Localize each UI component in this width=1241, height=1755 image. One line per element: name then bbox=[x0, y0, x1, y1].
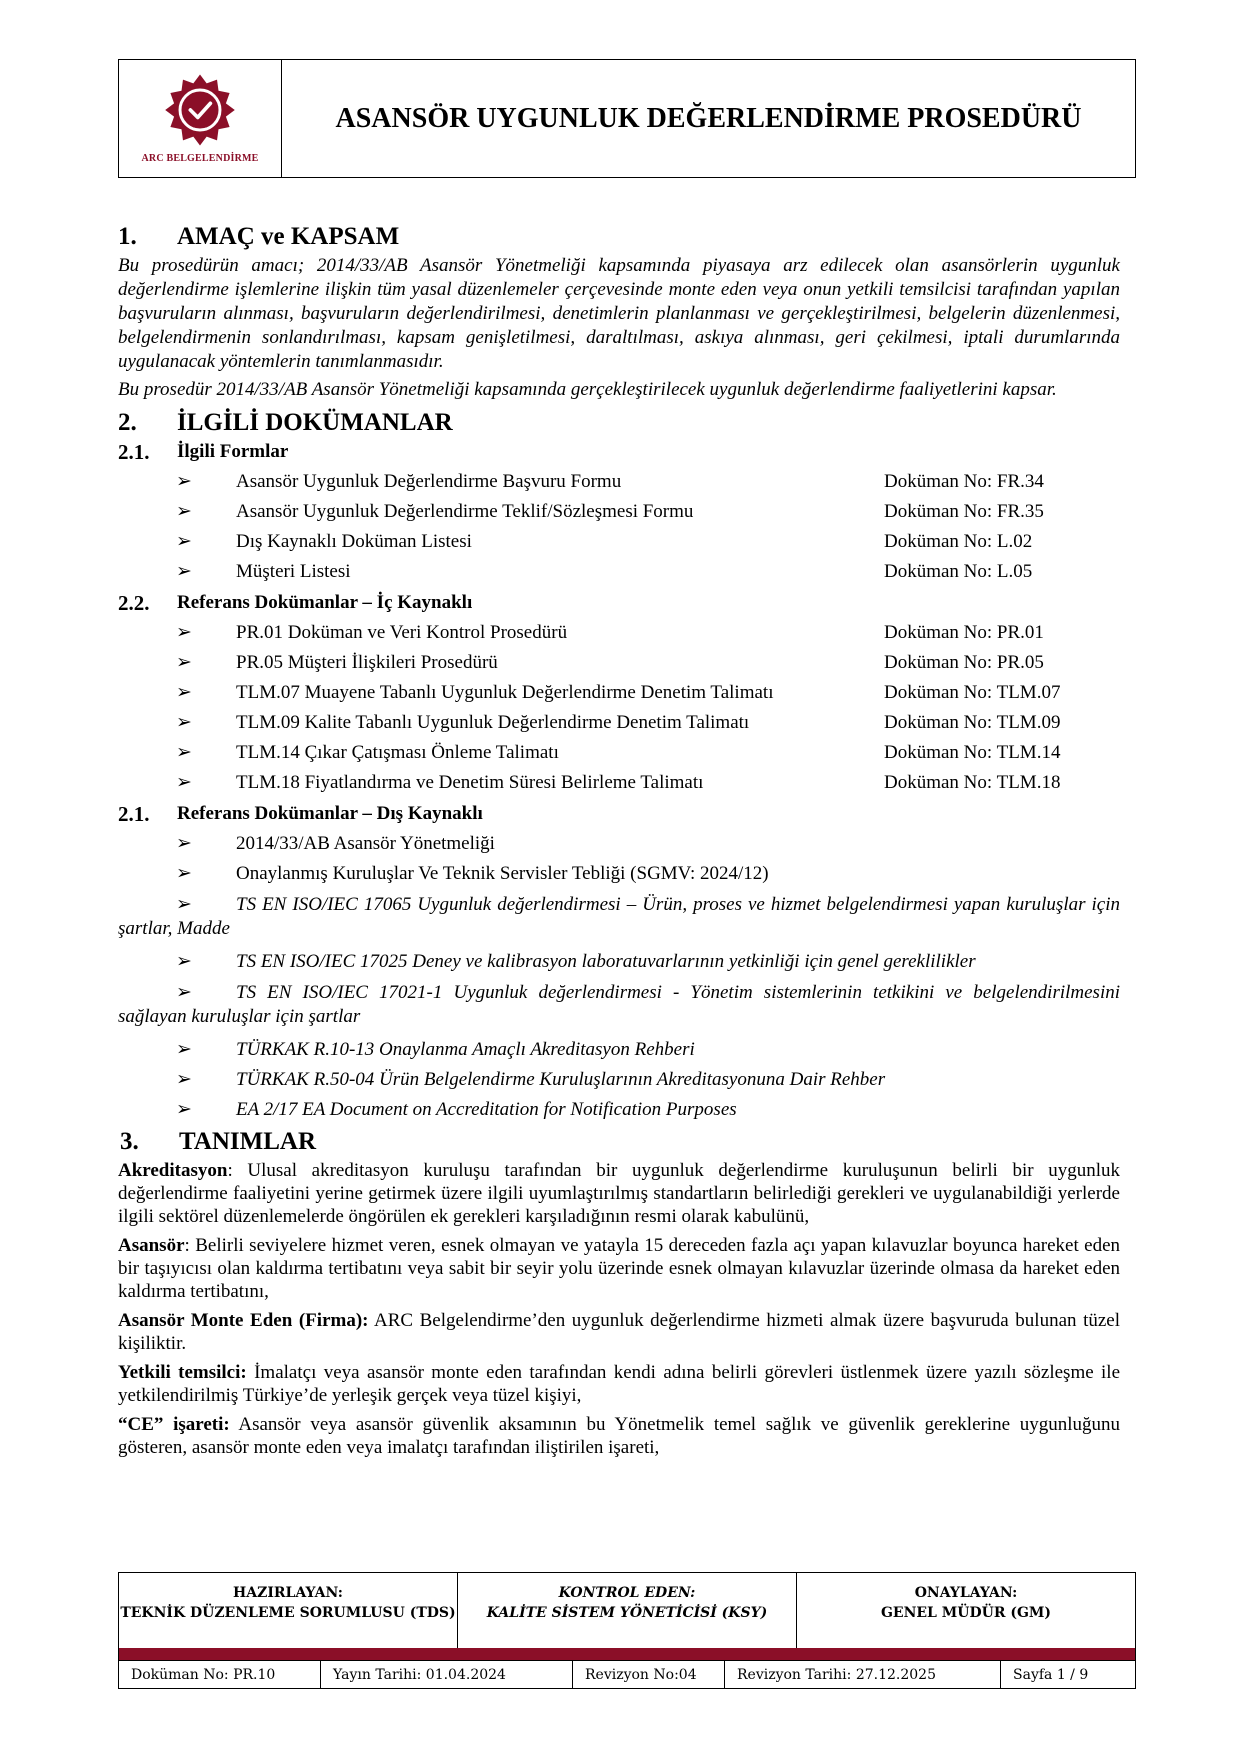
arrow-bullet-icon: ➢ bbox=[176, 742, 192, 763]
list-item bbox=[118, 829, 1120, 859]
approved-by: GENEL MÜDÜR (GM) bbox=[880, 1605, 1052, 1621]
list-item bbox=[118, 981, 1120, 1029]
list-item bbox=[118, 859, 1120, 889]
item-title: PR.05 Müşteri İlişkileri Prosedürü bbox=[236, 652, 498, 673]
subsection-title: İlgili Formlar bbox=[177, 441, 289, 462]
section-number: 2. bbox=[118, 409, 137, 436]
item-doc-no: Doküman No: TLM.07 bbox=[884, 682, 1061, 703]
list-item bbox=[118, 947, 1120, 977]
item-title: TLM.14 Çıkar Çatışması Önleme Talimatı bbox=[236, 742, 559, 763]
section-number: 1. bbox=[118, 223, 137, 250]
definition-text: Ulusal akreditasyon kuruluşu tarafından bir uygunluk değerlendirme kuruluşunun belirli bir uygunluk değerlendirme faaliyetini yerine getirmek üzere ilgili uyumlaştırılmış standartların belirlediği gerekleri ve uygulanabildiği yerlerde ilgili sektörel düzenlemelerde öngörülen ek gerekleri karşıladığının resmi olarak kabulünü, bbox=[118, 1160, 1120, 1227]
document-meta bbox=[119, 1660, 1135, 1689]
arrow-bullet-icon: ➢ bbox=[176, 1039, 192, 1060]
revision-number: Revizyon No:04 bbox=[573, 1661, 725, 1689]
item-title: EA 2/17 EA Document on Accreditation for Notification Purposes bbox=[236, 1099, 737, 1120]
document-body bbox=[118, 218, 1120, 1465]
arrow-bullet-icon: ➢ bbox=[176, 471, 192, 492]
arrow-bullet-icon: ➢ bbox=[176, 1099, 192, 1120]
subsection-title: Referans Dokümanlar – İç Kaynaklı bbox=[177, 592, 473, 613]
subsection-title: Referans Dokümanlar – Dış Kaynaklı bbox=[177, 803, 483, 824]
definition-text: ARC Belgelendirme’den uygunluk değerlendirme hizmeti almak üzere başvuruda bulunan tüzel kişiliktir. bbox=[118, 1310, 1120, 1354]
section-title: İLGİLİ DOKÜMANLAR bbox=[177, 409, 453, 436]
section-heading-purpose bbox=[118, 222, 1120, 252]
definition-item bbox=[118, 1159, 1120, 1228]
approved-label: ONAYLAYAN: bbox=[914, 1585, 1018, 1601]
definition-item bbox=[118, 1234, 1120, 1303]
item-title: Onaylanmış Kuruluşlar Ve Teknik Servisler Tebliği (SGMV: 2024/12) bbox=[236, 863, 769, 884]
arrow-bullet-icon: ➢ bbox=[176, 712, 192, 733]
subsection-number: 2.2. bbox=[118, 591, 150, 615]
item-title: TLM.07 Muayene Tabanlı Uygunluk Değerlendirme Denetim Talimatı bbox=[236, 682, 774, 703]
arrow-bullet-icon: ➢ bbox=[176, 682, 192, 703]
item-doc-no: Doküman No: TLM.09 bbox=[884, 712, 1061, 733]
list-item bbox=[118, 678, 1120, 708]
definition-term: Yetkili temsilci: bbox=[118, 1362, 247, 1383]
item-doc-no: Doküman No: PR.05 bbox=[884, 652, 1044, 673]
item-doc-no: Doküman No: FR.34 bbox=[884, 471, 1044, 492]
definition-item bbox=[118, 1413, 1120, 1459]
purpose-paragraph: Bu prosedürün amacı; 2014/33/AB Asansör Yönetmeliği kapsamında piyasaya arz edilecek olan asansörlerin uygunluk değerlendirme işlemlerine ilişkin tüm yasal düzenlemeler çerçevesinde monte eden veya onun yetkili temsilcisi tarafından yapılan başvuruların alınması, başvuruların değerlendirilmesi, denetimlerin planlanması ve gerçekleştirilmesi, belgelerin düzenlenmesi, belgelendirmenin sonlandırılması, kapsam genişletilmesi, daraltılması, askıya alınması, geri çekilmesi, iptali durumlarında uygulanacak yöntemlerin tanımlanmasıdır. bbox=[118, 255, 1120, 372]
list-item bbox=[118, 497, 1120, 527]
item-title: Asansör Uygunluk Değerlendirme Teklif/Sözleşmesi Formu bbox=[236, 501, 694, 522]
document-title: ASANSÖR UYGUNLUK DEĞERLENDİRME PROSEDÜRÜ bbox=[335, 102, 1082, 134]
definition-text: İmalatçı veya asansör monte eden tarafından kendi adına belirli görevleri üstlenmek üzere yazılı sözleşme ile yetkilendirilmiş Türkiye’de yerleşik gerçek veya tüzel kişiyi, bbox=[118, 1362, 1121, 1406]
item-title: Asansör Uygunluk Değerlendirme Başvuru Formu bbox=[236, 471, 622, 492]
item-title: TS EN ISO/IEC 17065 Uygunluk değerlendirmesi – Ürün, proses ve hizmet belgelendirmesi yapan kuruluşlar için şartlar, Madde bbox=[118, 894, 1120, 939]
definition-separator bbox=[247, 1362, 254, 1383]
prepared-label: HAZIRLAYAN: bbox=[233, 1585, 343, 1601]
signature-block bbox=[119, 1573, 1135, 1648]
section-heading-documents bbox=[118, 408, 1120, 438]
publish-date: Yayın Tarihi: 01.04.2024 bbox=[321, 1661, 573, 1689]
document-footer bbox=[118, 1572, 1136, 1689]
item-doc-no: Doküman No: FR.35 bbox=[884, 501, 1044, 522]
list-item bbox=[118, 648, 1120, 678]
seal-check-icon bbox=[163, 73, 237, 147]
list-item bbox=[118, 1065, 1120, 1095]
section-title: AMAÇ ve KAPSAM bbox=[177, 223, 400, 250]
arrow-bullet-icon: ➢ bbox=[176, 561, 192, 582]
arrow-bullet-icon: ➢ bbox=[176, 982, 192, 1003]
list-item bbox=[118, 557, 1120, 587]
arrow-bullet-icon: ➢ bbox=[176, 894, 192, 915]
item-title: TLM.09 Kalite Tabanlı Uygunluk Değerlendirme Denetim Talimatı bbox=[236, 712, 750, 733]
control-label: KONTROL EDEN: bbox=[558, 1585, 696, 1601]
definition-text: Asansör veya asansör güvenlik aksamının bu Yönetmelik temel sağlık ve güvenlik gereklerine uygunluğunu gösteren, asansör monte eden veya imalatçı tarafından iliştirilen işareti, bbox=[118, 1414, 1121, 1458]
arrow-bullet-icon: ➢ bbox=[176, 501, 192, 522]
revision-date: Revizyon Tarihi: 27.12.2025 bbox=[725, 1661, 1001, 1689]
subsection-heading-external-refs bbox=[118, 802, 1120, 826]
subsection-heading-internal-refs bbox=[118, 591, 1120, 615]
prepared-by: TEKNİK DÜZENLEME SORUMLUSU (TDS) bbox=[120, 1605, 456, 1621]
item-title: PR.01 Doküman ve Veri Kontrol Prosedürü bbox=[236, 622, 568, 643]
list-item bbox=[118, 893, 1120, 941]
arrow-bullet-icon: ➢ bbox=[176, 951, 192, 972]
item-title: TS EN ISO/IEC 17025 Deney ve kalibrasyon laboratuvarlarının yetkinliği için genel gereklilikler bbox=[236, 951, 976, 972]
doc-number: Doküman No: PR.10 bbox=[119, 1661, 321, 1689]
list-item bbox=[118, 1095, 1120, 1125]
approved-by-cell bbox=[797, 1573, 1135, 1648]
subsection-number: 2.1. bbox=[118, 440, 150, 464]
controlled-by-cell bbox=[458, 1573, 797, 1648]
item-doc-no: Doküman No: L.02 bbox=[884, 531, 1033, 552]
section-heading-definitions bbox=[118, 1127, 1120, 1157]
list-item bbox=[118, 527, 1120, 557]
subsection-number: 2.1. bbox=[118, 802, 150, 826]
list-item bbox=[118, 738, 1120, 768]
arrow-bullet-icon: ➢ bbox=[176, 863, 192, 884]
list-item bbox=[118, 618, 1120, 648]
definition-separator: : bbox=[227, 1160, 248, 1181]
scope-paragraph: Bu prosedür 2014/33/AB Asansör Yönetmeliği kapsamında gerçekleştirilecek uygunluk değerlendirme faaliyetlerini kapsar. bbox=[118, 379, 1057, 400]
definition-term: “CE” işareti: bbox=[118, 1414, 230, 1435]
brand-bar bbox=[119, 1648, 1135, 1660]
definition-term: Asansör bbox=[118, 1235, 185, 1256]
arrow-bullet-icon: ➢ bbox=[176, 772, 192, 793]
list-item bbox=[118, 467, 1120, 497]
item-title: TÜRKAK R.10-13 Onaylanma Amaçlı Akreditasyon Rehberi bbox=[236, 1039, 695, 1060]
arrow-bullet-icon: ➢ bbox=[176, 1069, 192, 1090]
control-by: KALİTE SİSTEM YÖNETİCİSİ (KSY) bbox=[486, 1605, 768, 1621]
definition-term: Asansör Monte Eden (Firma): bbox=[118, 1310, 369, 1331]
item-doc-no: Doküman No: TLM.18 bbox=[884, 772, 1061, 793]
item-title: TLM.18 Fiyatlandırma ve Denetim Süresi Belirleme Talimatı bbox=[236, 772, 704, 793]
definition-item bbox=[118, 1309, 1120, 1355]
item-doc-no: Doküman No: PR.01 bbox=[884, 622, 1044, 643]
definition-text: Belirli seviyelere hizmet veren, esnek olmayan ve yatayla 15 dereceden fazla açı yapan kılavuzlar boyunca hareket eden bir taşıyıcısı olan kaldırma tertibatını veya sabit bir seyir yolu üzerinde esnek olmayan kılavuzlar üzerinde olmasa da hareket eden kaldırma tertibatını, bbox=[118, 1235, 1120, 1302]
arrow-bullet-icon: ➢ bbox=[176, 652, 192, 673]
logo bbox=[119, 60, 282, 177]
arrow-bullet-icon: ➢ bbox=[176, 833, 192, 854]
logo-text: ARC BELGELENDİRME bbox=[141, 153, 259, 164]
page-number: Sayfa 1 / 9 bbox=[1013, 1667, 1089, 1683]
item-title: TS EN ISO/IEC 17021-1 Uygunluk değerlendirmesi - Yönetim sistemlerinin tetkikini ve belgelendirilmesini sağlayan kuruluşlar için şartlar bbox=[118, 982, 1120, 1027]
definition-item bbox=[118, 1361, 1120, 1407]
prepared-by-cell bbox=[119, 1573, 458, 1648]
definition-term: Akreditasyon bbox=[118, 1160, 228, 1181]
item-doc-no: Doküman No: TLM.14 bbox=[884, 742, 1061, 763]
document-header bbox=[118, 59, 1136, 178]
item-title: 2014/33/AB Asansör Yönetmeliği bbox=[236, 833, 495, 854]
item-title: Müşteri Listesi bbox=[236, 561, 351, 582]
definition-separator: : bbox=[184, 1235, 196, 1256]
item-title: TÜRKAK R.50-04 Ürün Belgelendirme Kuruluşlarının Akreditasyonuna Dair Rehber bbox=[236, 1069, 886, 1090]
list-item bbox=[118, 708, 1120, 738]
item-doc-no: Doküman No: L.05 bbox=[884, 561, 1033, 582]
subsection-heading-forms bbox=[118, 440, 1120, 464]
list-item bbox=[118, 1035, 1120, 1065]
arrow-bullet-icon: ➢ bbox=[176, 622, 192, 643]
section-number: 3. bbox=[120, 1128, 139, 1155]
section-title: TANIMLAR bbox=[179, 1128, 317, 1155]
arrow-bullet-icon: ➢ bbox=[176, 531, 192, 552]
item-title: Dış Kaynaklı Doküman Listesi bbox=[236, 531, 472, 552]
list-item bbox=[118, 768, 1120, 798]
